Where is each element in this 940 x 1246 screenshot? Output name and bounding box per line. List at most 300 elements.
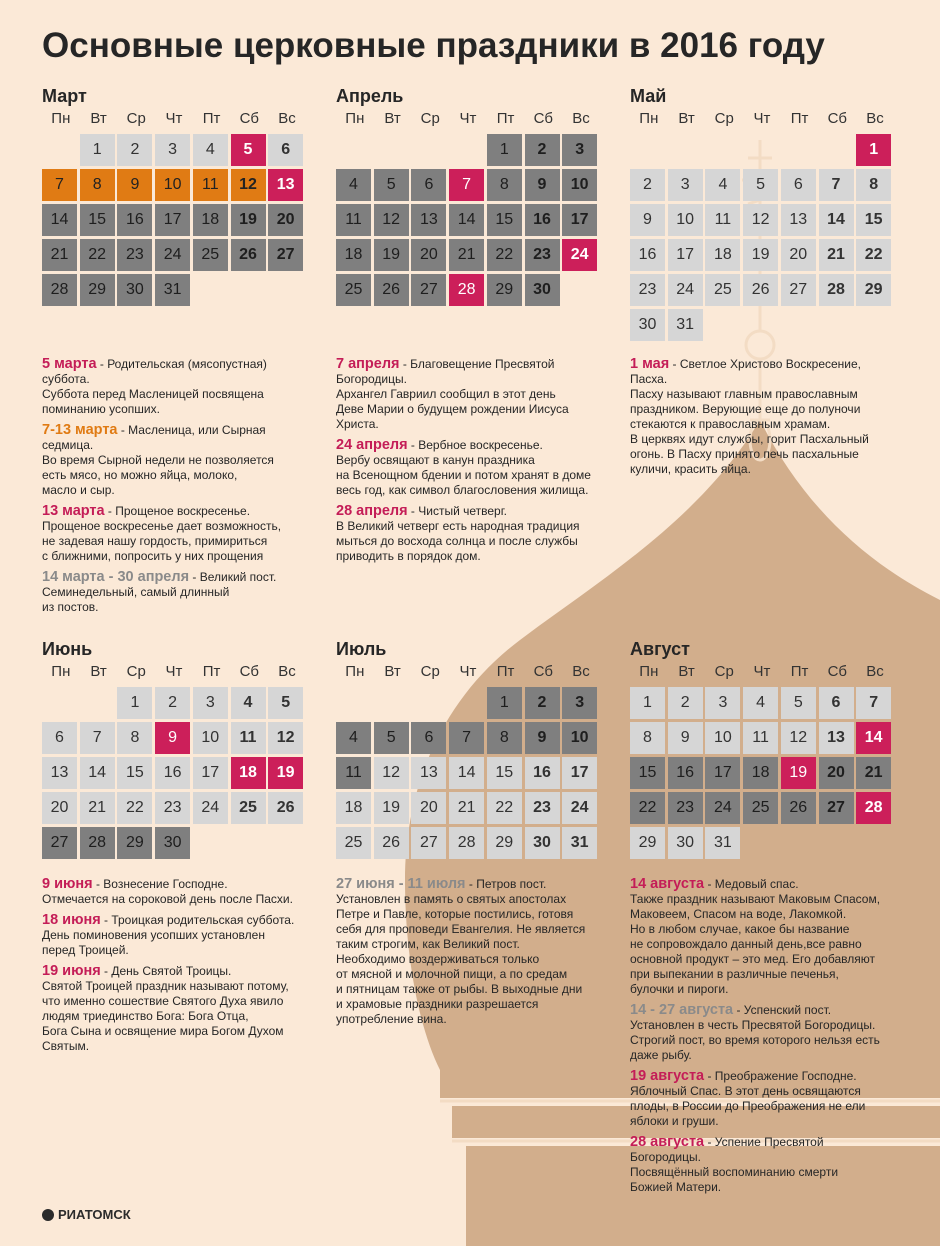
day-cell: 4 (336, 169, 371, 201)
day-cell: 21 (819, 239, 854, 271)
day-cell: 28 (42, 274, 77, 306)
day-cell: 28 (819, 274, 854, 306)
day-cell: 3 (155, 134, 190, 166)
day-cell: 16 (630, 239, 665, 271)
day-cell: 17 (193, 757, 228, 789)
day-cell: 1 (630, 687, 665, 719)
day-cell: 13 (781, 204, 816, 236)
day-cell: 20 (42, 792, 77, 824)
weekday-label: Сб (533, 663, 553, 680)
note-text-line: Прощеное воскресенье дает возможность, (42, 519, 282, 533)
note-text-line: Святым. (42, 1039, 90, 1053)
note-title: - Успенский пост. (733, 1003, 832, 1017)
day-cell: 20 (411, 792, 446, 824)
day-cell: 30 (630, 309, 665, 341)
weekday-label: Чт (459, 663, 477, 680)
day-cell: 5 (781, 687, 816, 719)
day-cell: 26 (743, 274, 778, 306)
month-june (42, 637, 312, 899)
day-cell: 29 (487, 827, 522, 859)
day-cell: 7 (80, 722, 115, 754)
note-text-line: употребление вина. (336, 1012, 447, 1026)
day-cell: 22 (487, 792, 522, 824)
note-text-line: на Всенощном бдении и потом хранят в доме (336, 468, 591, 482)
day-cell: 16 (525, 757, 560, 789)
weekday-header (336, 108, 606, 134)
note-text-line: себя для проповеди Евангелия. Не является (336, 922, 586, 936)
day-cell: 1 (487, 687, 522, 719)
note-text-line: приводить в порядок дом. (336, 549, 481, 563)
day-cell: 24 (668, 274, 703, 306)
day-cell: 8 (630, 722, 665, 754)
day-cell: 31 (155, 274, 190, 306)
day-cell: 15 (117, 757, 152, 789)
note-text-line: Пасха. (630, 372, 668, 386)
day-cell: 25 (336, 274, 371, 306)
day-cell: 27 (268, 239, 303, 271)
day-cell: 3 (705, 687, 740, 719)
day-cell: 10 (155, 169, 190, 201)
day-cell: 7 (42, 169, 77, 201)
weekday-label: Ср (420, 110, 440, 127)
day-cell: 2 (525, 134, 560, 166)
day-cell: 5 (374, 169, 409, 201)
note-text-line: стекаются к православным храмам. (630, 417, 831, 431)
day-cell: 17 (155, 204, 190, 236)
day-cell: 22 (856, 239, 891, 271)
day-cell: 20 (781, 239, 816, 271)
day-cell: 24 (705, 792, 740, 824)
note-text-line: Христа. (336, 417, 379, 431)
day-cell: 3 (193, 687, 228, 719)
day-cell: 8 (487, 169, 522, 201)
day-cell: 19 (268, 757, 303, 789)
note-text-line: не задевая нашу гордость, примириться (42, 534, 268, 548)
note-title: - Родительская (мясопустная) (96, 357, 267, 371)
note-title: - Великий пост. (189, 570, 277, 584)
weekday-label: Чт (165, 663, 183, 680)
day-cell: 25 (336, 827, 371, 859)
day-cell: 10 (705, 722, 740, 754)
holiday-note (42, 570, 332, 615)
month-name: Июнь (42, 639, 93, 659)
day-cell: 5 (743, 169, 778, 201)
note-date: 19 августа (630, 1068, 705, 1084)
day-cell: 16 (525, 204, 560, 236)
note-date: 14 - 27 августа (630, 1002, 734, 1018)
day-cell: 7 (856, 687, 891, 719)
day-cell: 13 (411, 757, 446, 789)
note-title: - Светлое Христово Воскресение, (669, 357, 862, 371)
day-grid (630, 687, 900, 899)
day-cell: 24 (562, 792, 597, 824)
day-cell: 30 (525, 827, 560, 859)
day-cell: 10 (668, 204, 703, 236)
day-cell: 11 (193, 169, 228, 201)
day-cell: 13 (268, 169, 303, 201)
day-cell: 31 (705, 827, 740, 859)
weekday-label: Пт (496, 110, 515, 127)
holiday-note (42, 877, 332, 907)
weekday-header (630, 108, 900, 134)
day-cell: 22 (487, 239, 522, 271)
day-cell: 3 (668, 169, 703, 201)
note-text-line: Бога Сына и освящение мира Богом Духом (42, 1024, 284, 1038)
weekday-label: Чт (753, 663, 771, 680)
day-cell: 14 (449, 204, 484, 236)
day-cell: 8 (117, 722, 152, 754)
day-cell: 18 (705, 239, 740, 271)
day-cell: 4 (743, 687, 778, 719)
day-cell: 21 (80, 792, 115, 824)
day-cell: 30 (668, 827, 703, 859)
day-cell: 18 (231, 757, 266, 789)
weekday-label: Вс (572, 663, 590, 680)
note-date: 28 апреля (336, 503, 408, 519)
day-cell: 1 (80, 134, 115, 166)
holiday-note (42, 913, 332, 958)
day-cell: 15 (80, 204, 115, 236)
day-cell: 24 (562, 239, 597, 271)
day-cell: 30 (525, 274, 560, 306)
day-cell: 6 (268, 134, 303, 166)
holiday-note (630, 1135, 920, 1195)
notes-august (630, 877, 920, 1201)
day-cell: 15 (487, 757, 522, 789)
day-cell: 22 (80, 239, 115, 271)
brand-logo (42, 1207, 131, 1222)
note-text-line: Вербу освящают в канун праздника (336, 453, 535, 467)
day-cell: 11 (743, 722, 778, 754)
weekday-label: Пн (345, 110, 365, 127)
month-name: Апрель (336, 86, 404, 106)
day-cell: 2 (525, 687, 560, 719)
note-title: - Успение Пресвятой (704, 1135, 824, 1149)
weekday-label: Пт (790, 663, 809, 680)
day-cell: 17 (705, 757, 740, 789)
note-text-line: людям триединство Бога: Бога Отца, (42, 1009, 249, 1023)
month-august (630, 637, 900, 899)
weekday-label: Пт (496, 663, 515, 680)
day-cell: 6 (411, 169, 446, 201)
note-date: 18 июня (42, 912, 101, 928)
note-text-line: даже рыбу. (630, 1048, 692, 1062)
weekday-label: Ср (126, 663, 146, 680)
day-cell: 2 (630, 169, 665, 201)
day-cell: 29 (630, 827, 665, 859)
month-july (336, 637, 606, 899)
day-cell: 25 (231, 792, 266, 824)
note-title: - Масленица, или Сырная (117, 423, 266, 437)
note-text-line: День поминовения усопших установлен (42, 928, 265, 942)
day-cell: 5 (231, 134, 266, 166)
weekday-label: Вс (278, 663, 296, 680)
note-title: - Вознесение Господне. (92, 877, 228, 891)
note-date: 24 апреля (336, 437, 408, 453)
holiday-note (42, 504, 332, 564)
day-cell: 12 (374, 757, 409, 789)
note-text-line: мыться до восхода солнца и после службы (336, 534, 578, 548)
weekday-header (336, 661, 606, 687)
weekday-label: Ср (714, 110, 734, 127)
note-text-line: с ближними, попросить у них прощения (42, 549, 264, 563)
day-cell: 4 (336, 722, 371, 754)
day-grid (42, 134, 312, 346)
note-text-line: яблоки и груши. (630, 1114, 719, 1128)
day-cell: 26 (374, 274, 409, 306)
note-text-line: Во время Сырной недели не позволяется (42, 453, 274, 467)
weekday-label: Ср (420, 663, 440, 680)
day-cell: 19 (743, 239, 778, 271)
day-cell: 22 (117, 792, 152, 824)
day-cell: 21 (856, 757, 891, 789)
day-cell: 4 (231, 687, 266, 719)
day-cell: 9 (155, 722, 190, 754)
notes-march (42, 357, 332, 621)
holiday-note (42, 357, 332, 417)
note-text-line: суббота. (42, 372, 90, 386)
day-cell: 9 (525, 169, 560, 201)
weekday-label: Сб (239, 110, 259, 127)
day-cell: 17 (562, 204, 597, 236)
day-cell: 14 (80, 757, 115, 789)
note-text-line: и храмовые праздники разрешается (336, 997, 539, 1011)
day-cell: 4 (705, 169, 740, 201)
day-cell: 11 (705, 204, 740, 236)
day-cell: 23 (525, 792, 560, 824)
note-date: 9 июня (42, 876, 93, 892)
weekday-label: Пн (51, 663, 71, 680)
day-cell: 15 (856, 204, 891, 236)
day-cell: 27 (42, 827, 77, 859)
note-text-line: не сопровождало данный день,все равно (630, 937, 862, 951)
day-cell: 25 (193, 239, 228, 271)
brand-name: РИАТОМСК (58, 1207, 131, 1222)
day-cell: 20 (268, 204, 303, 236)
day-cell: 28 (856, 792, 891, 824)
weekday-label: Сб (239, 663, 259, 680)
note-text-line: В Великий четверг есть народная традиция (336, 519, 580, 533)
note-text-line: весь год, как символ благословения жилища. (336, 483, 589, 497)
note-text-line: Семинедельный, самый длинный (42, 585, 230, 599)
holiday-note (630, 1003, 920, 1063)
day-cell: 13 (42, 757, 77, 789)
day-cell: 16 (668, 757, 703, 789)
day-cell: 31 (668, 309, 703, 341)
note-date: 7 апреля (336, 356, 400, 372)
day-cell: 21 (42, 239, 77, 271)
holiday-note (42, 964, 332, 1054)
day-cell: 26 (374, 827, 409, 859)
note-text-line: Святой Троицей праздник называют потому, (42, 979, 289, 993)
day-cell: 23 (525, 239, 560, 271)
note-date: 14 августа (630, 876, 705, 892)
note-title: - Троицкая родительская суббота. (100, 913, 295, 927)
day-cell: 23 (630, 274, 665, 306)
day-cell: 4 (193, 134, 228, 166)
note-text-line: Петре и Павле, которые постились, готовя (336, 907, 574, 921)
day-cell: 19 (231, 204, 266, 236)
day-cell: 24 (193, 792, 228, 824)
note-date: 27 июня - 11 июля (336, 876, 466, 892)
day-cell: 12 (268, 722, 303, 754)
note-text-line: Также праздник называют Маковым Спасом, (630, 892, 881, 906)
day-cell: 15 (487, 204, 522, 236)
day-cell: 5 (268, 687, 303, 719)
weekday-label: Вс (278, 110, 296, 127)
day-cell: 28 (449, 827, 484, 859)
note-title: - Прощеное воскресенье. (104, 504, 251, 518)
note-text-line: перед Троицей. (42, 943, 129, 957)
holiday-note (630, 1069, 920, 1129)
holiday-note (42, 423, 332, 498)
day-cell: 21 (449, 792, 484, 824)
day-cell: 1 (856, 134, 891, 166)
day-cell: 29 (487, 274, 522, 306)
day-cell: 19 (781, 757, 816, 789)
day-cell: 7 (449, 169, 484, 201)
day-cell: 27 (411, 274, 446, 306)
day-cell: 10 (562, 169, 597, 201)
weekday-label: Пн (345, 663, 365, 680)
day-cell: 22 (630, 792, 665, 824)
holiday-note (336, 357, 626, 432)
weekday-label: Пн (639, 110, 659, 127)
day-cell: 5 (374, 722, 409, 754)
day-cell: 12 (743, 204, 778, 236)
day-cell: 28 (449, 274, 484, 306)
note-text-line: седмица. (42, 438, 94, 452)
note-date: 13 марта (42, 503, 105, 519)
day-cell: 26 (268, 792, 303, 824)
note-title: - Преображение Господне. (704, 1069, 857, 1083)
note-title: - Благовещение Пресвятой (399, 357, 555, 371)
weekday-header (630, 661, 900, 687)
weekday-label: Сб (827, 110, 847, 127)
month-name: Август (630, 639, 690, 659)
notes-may (630, 357, 920, 483)
note-text-line: плоды, в России до Преображения не ели (630, 1099, 866, 1113)
month-april (336, 84, 606, 346)
weekday-label: Чт (753, 110, 771, 127)
day-cell: 17 (668, 239, 703, 271)
day-cell: 14 (856, 722, 891, 754)
notes-july (336, 877, 626, 1033)
weekday-label: Ср (126, 110, 146, 127)
month-may (630, 84, 900, 346)
day-cell: 6 (42, 722, 77, 754)
month-name: Июль (336, 639, 387, 659)
note-text-line: Богородицы. (630, 1150, 701, 1164)
weekday-label: Вт (678, 110, 695, 127)
day-grid (336, 687, 606, 899)
day-cell: 6 (411, 722, 446, 754)
day-cell: 14 (819, 204, 854, 236)
note-text-line: праздником. Верующие еще до полуночи (630, 402, 861, 416)
weekday-label: Вс (572, 110, 590, 127)
note-text-line: таким строгим, как Великий пост. (336, 937, 520, 951)
weekday-label: Вс (866, 110, 884, 127)
weekday-label: Ср (714, 663, 734, 680)
day-cell: 18 (193, 204, 228, 236)
note-text-line: Но в любом случае, какое бы название (630, 922, 850, 936)
day-cell: 9 (630, 204, 665, 236)
day-cell: 1 (487, 134, 522, 166)
day-grid (630, 134, 900, 346)
day-cell: 26 (231, 239, 266, 271)
day-cell: 3 (562, 134, 597, 166)
note-text-line: Суббота перед Масленицей посвящена (42, 387, 264, 401)
day-cell: 16 (155, 757, 190, 789)
month-march (42, 84, 312, 346)
month-name: Май (630, 86, 667, 106)
day-cell: 6 (781, 169, 816, 201)
note-text-line: Божией Матери. (630, 1180, 722, 1194)
note-text-line: Архангел Гавриил сообщил в этот день (336, 387, 556, 401)
note-text-line: Пасху называют главным православным (630, 387, 858, 401)
day-cell: 16 (117, 204, 152, 236)
day-cell: 30 (155, 827, 190, 859)
day-cell: 31 (562, 827, 597, 859)
day-cell: 2 (117, 134, 152, 166)
month-name: Март (42, 86, 87, 106)
day-cell: 12 (781, 722, 816, 754)
note-text-line: Установлен в память о святых апостолах (336, 892, 567, 906)
day-cell: 25 (743, 792, 778, 824)
day-cell: 25 (705, 274, 740, 306)
note-text-line: поминанию усопших. (42, 402, 160, 416)
note-text-line: Установлен в честь Пресвятой Богородицы. (630, 1018, 876, 1032)
note-title: - День Святой Троицы. (100, 964, 232, 978)
note-date: 28 августа (630, 1134, 705, 1150)
holiday-note (630, 877, 920, 997)
day-cell: 7 (449, 722, 484, 754)
holiday-note (630, 357, 920, 477)
note-text-line: булочки и пироги. (630, 982, 729, 996)
day-grid (336, 134, 606, 346)
day-cell: 28 (80, 827, 115, 859)
note-text-line: при выпекании в различные печенья, (630, 967, 839, 981)
note-title: - Вербное воскресенье. (407, 438, 543, 452)
day-cell: 7 (819, 169, 854, 201)
note-text-line: Деве Марии о будущем рождении Иисуса (336, 402, 569, 416)
page-title: Основные церковные праздники в 2016 году (42, 26, 825, 65)
note-text-line: есть мясо, но можно яйца, молоко, (42, 468, 238, 482)
day-cell: 26 (781, 792, 816, 824)
notes-april (336, 357, 626, 570)
day-cell: 18 (336, 239, 371, 271)
day-cell: 14 (449, 757, 484, 789)
day-cell: 18 (336, 792, 371, 824)
note-title: - Петров пост. (465, 877, 547, 891)
note-text-line: Богородицы. (336, 372, 407, 386)
day-cell: 1 (117, 687, 152, 719)
brand-icon (42, 1209, 54, 1221)
day-cell: 12 (374, 204, 409, 236)
note-text-line: масло и сыр. (42, 483, 115, 497)
day-cell: 21 (449, 239, 484, 271)
weekday-label: Вт (384, 663, 401, 680)
note-date: 7-13 марта (42, 422, 118, 438)
day-cell: 29 (117, 827, 152, 859)
note-text-line: куличи, красить яйца. (630, 462, 751, 476)
weekday-header (42, 108, 312, 134)
holiday-note (336, 504, 626, 564)
day-cell: 10 (193, 722, 228, 754)
day-cell: 13 (819, 722, 854, 754)
weekday-label: Сб (533, 110, 553, 127)
weekday-label: Вт (384, 110, 401, 127)
